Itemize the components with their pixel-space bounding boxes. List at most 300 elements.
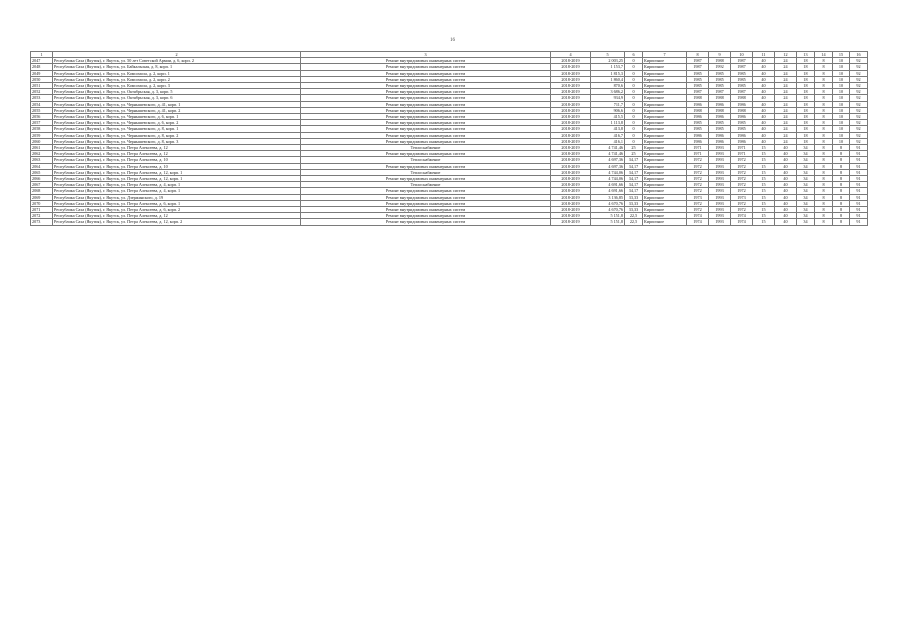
cell-col-15: 10 <box>833 64 850 70</box>
cell-wear-percent: 33,33 <box>625 207 643 213</box>
table-row <box>31 64 868 70</box>
cell-wear-percent: 0 <box>625 126 643 132</box>
cell-col-12: 40 <box>775 188 797 194</box>
cell-work-type: Ремонт внутридомовых инженерных систем <box>301 101 551 107</box>
table-row <box>31 207 868 213</box>
cell-year-repair: 1985 <box>709 70 731 76</box>
cell-row-number: 2048 <box>31 64 53 70</box>
cell-row-number: 2063 <box>31 157 53 163</box>
cell-col-14: 8 <box>815 157 833 163</box>
table-row <box>31 89 868 95</box>
cell-year-built: 1986 <box>687 138 709 144</box>
cell-period: 2018-2019 <box>551 70 591 76</box>
cell-work-type: Ремонт внутридомовых инженерных систем <box>301 207 551 213</box>
cell-wall-material: Кирпичное <box>643 163 687 169</box>
cell-year-repair: 1985 <box>709 126 731 132</box>
cell-year-commission: 1972 <box>731 188 753 194</box>
cell-col-14: 8 <box>815 70 833 76</box>
cell-year-commission: 1987 <box>731 89 753 95</box>
cell-wall-material: Кирпичное <box>643 188 687 194</box>
cell-wear-percent: 0 <box>625 101 643 107</box>
cell-period: 2018-2019 <box>551 114 591 120</box>
table-row <box>31 126 868 132</box>
cell-year-built: 1986 <box>687 101 709 107</box>
cell-col-16: 91 <box>850 200 868 206</box>
cell-col-11: 15 <box>753 157 775 163</box>
cell-col-15: 8 <box>833 182 850 188</box>
cell-address: Республика Саха (Якутия), г. Якутск, ул. Петра Алексеева, д. 12 <box>53 151 301 157</box>
cell-period: 2018-2019 <box>551 138 591 144</box>
cell-work-type: Ремонт внутридомовых инженерных систем <box>301 126 551 132</box>
cell-year-built: 1986 <box>687 114 709 120</box>
cell-period: 2018-2019 <box>551 58 591 64</box>
cell-wear-percent: 0 <box>625 58 643 64</box>
cell-year-commission: 1971 <box>731 145 753 151</box>
cell-col-12: 24 <box>775 120 797 126</box>
cell-col-13: 34 <box>797 200 815 206</box>
cell-col-12: 40 <box>775 157 797 163</box>
cell-col-16: 92 <box>850 70 868 76</box>
cell-work-type: Ремонт внутридомовых инженерных систем <box>301 76 551 82</box>
cell-col-14: 8 <box>815 182 833 188</box>
cell-wall-material: Кирпичное <box>643 95 687 101</box>
cell-period: 2018-2019 <box>551 101 591 107</box>
cell-col-11: 40 <box>753 95 775 101</box>
cell-col-11: 40 <box>753 64 775 70</box>
cell-year-repair: 1986 <box>709 101 731 107</box>
cell-col-15: 8 <box>833 145 850 151</box>
cell-col-14: 8 <box>815 120 833 126</box>
cell-col-15: 8 <box>833 213 850 219</box>
cell-area: 1 113,8 <box>591 120 625 126</box>
cell-area: 1 860,4 <box>591 76 625 82</box>
cell-wear-percent: 0 <box>625 107 643 113</box>
cell-area: 4 691,66 <box>591 188 625 194</box>
cell-row-number: 2061 <box>31 145 53 151</box>
cell-year-built: 1971 <box>687 151 709 157</box>
cell-col-16: 92 <box>850 132 868 138</box>
cell-work-type: Ремонт внутридомовых инженерных систем <box>301 120 551 126</box>
cell-col-14: 8 <box>815 114 833 120</box>
cell-row-number: 2055 <box>31 107 53 113</box>
cell-wear-percent: 0 <box>625 89 643 95</box>
cell-col-12: 40 <box>775 163 797 169</box>
cell-wear-percent: 25 <box>625 151 643 157</box>
cell-address: Республика Саха (Якутия), г. Якутск, ул. Комсомола, д. 2, корп. 1 <box>53 70 301 76</box>
column-header: 7 <box>643 52 687 58</box>
cell-wall-material: Кирпичное <box>643 89 687 95</box>
cell-col-16: 91 <box>850 151 868 157</box>
cell-col-15: 10 <box>833 120 850 126</box>
cell-col-11: 15 <box>753 182 775 188</box>
cell-col-16: 92 <box>850 114 868 120</box>
cell-col-13: 34 <box>797 182 815 188</box>
cell-year-built: 1987 <box>687 89 709 95</box>
cell-year-commission: 1986 <box>731 114 753 120</box>
cell-wall-material: Кирпичное <box>643 151 687 157</box>
cell-year-repair: 1993 <box>709 169 731 175</box>
cell-col-12: 24 <box>775 101 797 107</box>
cell-col-16: 91 <box>850 188 868 194</box>
cell-col-12: 24 <box>775 70 797 76</box>
cell-wear-percent: 25 <box>625 145 643 151</box>
cell-col-13: 18 <box>797 132 815 138</box>
cell-row-number: 2052 <box>31 89 53 95</box>
cell-col-11: 15 <box>753 163 775 169</box>
column-header: 4 <box>551 52 591 58</box>
cell-area: 5 151,8 <box>591 219 625 225</box>
cell-period: 2018-2019 <box>551 89 591 95</box>
cell-address: Республика Саха (Якутия), г. Якутск, ул. Чернышевского, д. 41, корп. 2 <box>53 107 301 113</box>
column-header: 2 <box>53 52 301 58</box>
cell-work-type: Ремонт внутридомовых инженерных систем <box>301 200 551 206</box>
cell-col-13: 18 <box>797 70 815 76</box>
cell-wear-percent: 0 <box>625 114 643 120</box>
cell-col-12: 24 <box>775 126 797 132</box>
cell-work-type: Ремонт внутридомовых инженерных систем <box>301 194 551 200</box>
cell-col-14: 8 <box>815 151 833 157</box>
cell-address: Республика Саха (Якутия), г. Якутск, ул. Петра Алексеева, д. 12, корп. 1 <box>53 176 301 182</box>
cell-work-type: Ремонт внутридомовых инженерных систем <box>301 151 551 157</box>
cell-period: 2018-2019 <box>551 145 591 151</box>
cell-year-repair: 1986 <box>709 114 731 120</box>
cell-col-13: 18 <box>797 138 815 144</box>
cell-col-12: 40 <box>775 207 797 213</box>
column-header: 16 <box>850 52 868 58</box>
cell-address: Республика Саха (Якутия), г. Якутск, ул. 50 лет Советской Армии, д. 6, корп. 2 <box>53 58 301 64</box>
cell-year-commission: 1988 <box>731 107 753 113</box>
cell-area: 2 003,25 <box>591 58 625 64</box>
cell-row-number: 2073 <box>31 219 53 225</box>
cell-col-12: 24 <box>775 89 797 95</box>
cell-period: 2018-2019 <box>551 157 591 163</box>
cell-area: 4 744,06 <box>591 169 625 175</box>
cell-col-11: 15 <box>753 188 775 194</box>
cell-year-built: 1988 <box>687 107 709 113</box>
cell-col-11: 40 <box>753 126 775 132</box>
cell-address: Республика Саха (Якутия), г. Якутск, ул. Чернышевского, д. 8, корп. 1 <box>53 126 301 132</box>
cell-year-commission: 1985 <box>731 126 753 132</box>
cell-year-built: 1985 <box>687 76 709 82</box>
column-header: 12 <box>775 52 797 58</box>
cell-year-built: 1985 <box>687 70 709 76</box>
table-row <box>31 200 868 206</box>
cell-col-11: 15 <box>753 176 775 182</box>
cell-col-11: 15 <box>753 145 775 151</box>
cell-col-12: 24 <box>775 76 797 82</box>
cell-col-14: 8 <box>815 107 833 113</box>
cell-area: 415,5 <box>591 114 625 120</box>
cell-col-13: 18 <box>797 64 815 70</box>
cell-col-15: 10 <box>833 58 850 64</box>
cell-row-number: 2049 <box>31 70 53 76</box>
cell-col-16: 92 <box>850 107 868 113</box>
cell-area: 4 741,46 <box>591 145 625 151</box>
cell-row-number: 2058 <box>31 126 53 132</box>
cell-col-14: 8 <box>815 64 833 70</box>
cell-col-11: 40 <box>753 107 775 113</box>
cell-address: Республика Саха (Якутия), г. Якутск, ул. Петра Алексеева, д. 12 <box>53 145 301 151</box>
cell-col-11: 40 <box>753 114 775 120</box>
cell-address: Республика Саха (Якутия), г. Якутск, ул. Комсомола, д. 2, корп. 2 <box>53 76 301 82</box>
cell-work-type: Ремонт внутридомовых инженерных систем <box>301 114 551 120</box>
table-row <box>31 83 868 89</box>
cell-year-built: 1988 <box>687 95 709 101</box>
column-header: 15 <box>833 52 850 58</box>
cell-wall-material: Кирпичное <box>643 157 687 163</box>
table-row <box>31 151 868 157</box>
cell-col-13: 34 <box>797 145 815 151</box>
cell-area: 413,8 <box>591 126 625 132</box>
cell-row-number: 2065 <box>31 169 53 175</box>
cell-address: Республика Саха (Якутия), г. Якутск, ул. Чернышевского, д. 6, корп. 1 <box>53 114 301 120</box>
cell-period: 2018-2019 <box>551 163 591 169</box>
cell-wear-percent: 34,17 <box>625 182 643 188</box>
cell-period: 2018-2019 <box>551 64 591 70</box>
cell-col-13: 34 <box>797 176 815 182</box>
table-row <box>31 188 868 194</box>
cell-wall-material: Кирпичное <box>643 83 687 89</box>
cell-col-13: 18 <box>797 120 815 126</box>
cell-period: 2018-2019 <box>551 120 591 126</box>
cell-address: Республика Саха (Якутия), г. Якутск, ул. Петра Алексеева, д. 10 <box>53 157 301 163</box>
cell-year-built: 1985 <box>687 83 709 89</box>
cell-address: Республика Саха (Якутия), г. Якутск, ул. Петра Алексеева, д. 6, корп. 1 <box>53 200 301 206</box>
cell-address: Республика Саха (Якутия), г. Якутск, ул. Октябрьская, д. 3, корп. 5 <box>53 89 301 95</box>
cell-work-type: Ремонт внутридомовых инженерных систем <box>301 132 551 138</box>
cell-row-number: 2070 <box>31 200 53 206</box>
cell-col-15: 8 <box>833 151 850 157</box>
cell-year-repair: 1985 <box>709 83 731 89</box>
cell-address: Республика Саха (Якутия), г. Якутск, ул. Петра Алексеева, д. 12 <box>53 213 301 219</box>
cell-wall-material: Кирпичное <box>643 76 687 82</box>
cell-col-13: 34 <box>797 213 815 219</box>
cell-wear-percent: 34,17 <box>625 157 643 163</box>
cell-area: 711,7 <box>591 101 625 107</box>
cell-period: 2018-2019 <box>551 169 591 175</box>
table-row <box>31 213 868 219</box>
cell-year-repair: 1993 <box>709 157 731 163</box>
cell-row-number: 2047 <box>31 58 53 64</box>
cell-area: 5 151,8 <box>591 213 625 219</box>
cell-year-commission: 1972 <box>731 163 753 169</box>
cell-year-repair: 1988 <box>709 58 731 64</box>
cell-area: 4 670,76 <box>591 207 625 213</box>
cell-col-16: 91 <box>850 194 868 200</box>
cell-col-14: 8 <box>815 219 833 225</box>
cell-col-12: 24 <box>775 95 797 101</box>
cell-wall-material: Кирпичное <box>643 182 687 188</box>
cell-wear-percent: 34,17 <box>625 169 643 175</box>
cell-col-13: 34 <box>797 219 815 225</box>
cell-area: 3 136,85 <box>591 194 625 200</box>
page-number: 16 <box>450 38 455 43</box>
column-header: 1 <box>31 52 53 58</box>
cell-year-repair: 1993 <box>709 213 731 219</box>
cell-year-commission: 1985 <box>731 76 753 82</box>
cell-row-number: 2050 <box>31 76 53 82</box>
cell-col-12: 40 <box>775 200 797 206</box>
cell-col-11: 15 <box>753 219 775 225</box>
cell-year-repair: 1993 <box>709 145 731 151</box>
cell-period: 2018-2019 <box>551 76 591 82</box>
cell-col-14: 8 <box>815 188 833 194</box>
cell-year-built: 1985 <box>687 126 709 132</box>
cell-row-number: 2071 <box>31 207 53 213</box>
cell-col-13: 34 <box>797 163 815 169</box>
cell-work-type: Ремонт внутридомовых инженерных систем <box>301 95 551 101</box>
cell-area: 4 670,76 <box>591 200 625 206</box>
cell-year-repair: 1986 <box>709 132 731 138</box>
cell-year-repair: 1992 <box>709 64 731 70</box>
table-row <box>31 95 868 101</box>
cell-year-built: 1974 <box>687 219 709 225</box>
cell-area: 416,1 <box>591 138 625 144</box>
cell-col-16: 92 <box>850 83 868 89</box>
cell-col-14: 8 <box>815 101 833 107</box>
cell-year-repair: 1988 <box>709 107 731 113</box>
cell-wear-percent: 34,17 <box>625 188 643 194</box>
cell-col-11: 40 <box>753 58 775 64</box>
cell-row-number: 2072 <box>31 213 53 219</box>
cell-wear-percent: 33,33 <box>625 194 643 200</box>
column-header: 6 <box>625 52 643 58</box>
cell-area: 870,6 <box>591 83 625 89</box>
cell-year-commission: 1986 <box>731 132 753 138</box>
column-header: 10 <box>731 52 753 58</box>
cell-period: 2018-2019 <box>551 194 591 200</box>
cell-work-type: Ремонт внутридомовых инженерных систем <box>301 176 551 182</box>
cell-year-built: 1972 <box>687 169 709 175</box>
cell-col-11: 40 <box>753 101 775 107</box>
cell-wall-material: Кирпичное <box>643 176 687 182</box>
cell-work-type: Ремонт внутридомовых инженерных систем <box>301 163 551 169</box>
cell-row-number: 2062 <box>31 151 53 157</box>
cell-col-16: 91 <box>850 219 868 225</box>
cell-area: 1 153,7 <box>591 64 625 70</box>
cell-col-11: 40 <box>753 89 775 95</box>
cell-address: Республика Саха (Якутия), г. Якутск, ул. Петра Алексеева, д. 4, корп. 1 <box>53 188 301 194</box>
cell-row-number: 2056 <box>31 114 53 120</box>
cell-year-repair: 1993 <box>709 163 731 169</box>
cell-col-15: 10 <box>833 107 850 113</box>
cell-wear-percent: 0 <box>625 132 643 138</box>
cell-wear-percent: 0 <box>625 70 643 76</box>
cell-col-16: 91 <box>850 213 868 219</box>
cell-year-repair: 1993 <box>709 194 731 200</box>
cell-period: 2018-2019 <box>551 151 591 157</box>
cell-col-15: 10 <box>833 70 850 76</box>
cell-col-12: 24 <box>775 107 797 113</box>
column-header: 14 <box>815 52 833 58</box>
cell-year-commission: 1986 <box>731 101 753 107</box>
cell-address: Республика Саха (Якутия), г. Якутск, ул. Чернышевского, д. 8, корп. 3 <box>53 138 301 144</box>
cell-address: Республика Саха (Якутия), г. Якутск, ул. Петра Алексеева, д. 12, корп. 2 <box>53 219 301 225</box>
cell-year-commission: 1974 <box>731 219 753 225</box>
cell-wear-percent: 34,17 <box>625 176 643 182</box>
cell-col-14: 8 <box>815 145 833 151</box>
cell-col-16: 92 <box>850 89 868 95</box>
cell-col-15: 10 <box>833 101 850 107</box>
cell-work-type: Ремонт внутридомовых инженерных систем <box>301 64 551 70</box>
cell-work-type: Ремонт внутридомовых инженерных систем <box>301 219 551 225</box>
cell-year-commission: 1985 <box>731 120 753 126</box>
cell-year-repair: 1993 <box>709 200 731 206</box>
cell-col-12: 24 <box>775 114 797 120</box>
cell-work-type: Теплоснабжение <box>301 145 551 151</box>
cell-wear-percent: 33,33 <box>625 200 643 206</box>
cell-wall-material: Кирпичное <box>643 58 687 64</box>
cell-work-type: Ремонт внутридомовых инженерных систем <box>301 58 551 64</box>
cell-year-commission: 1971 <box>731 151 753 157</box>
cell-period: 2018-2019 <box>551 95 591 101</box>
cell-year-built: 1985 <box>687 120 709 126</box>
cell-address: Республика Саха (Якутия), г. Якутск, ул. Петра Алексеева, д. 10 <box>53 163 301 169</box>
cell-year-built: 1974 <box>687 213 709 219</box>
cell-col-12: 40 <box>775 182 797 188</box>
cell-col-16: 91 <box>850 207 868 213</box>
cell-wall-material: Кирпичное <box>643 169 687 175</box>
cell-period: 2018-2019 <box>551 182 591 188</box>
cell-year-commission: 1986 <box>731 138 753 144</box>
cell-year-commission: 1988 <box>731 95 753 101</box>
table-row <box>31 58 868 64</box>
cell-col-12: 40 <box>775 194 797 200</box>
cell-wear-percent: 22,5 <box>625 213 643 219</box>
cell-row-number: 2053 <box>31 95 53 101</box>
cell-row-number: 2060 <box>31 138 53 144</box>
cell-wall-material: Кирпичное <box>643 132 687 138</box>
cell-period: 2018-2019 <box>551 207 591 213</box>
cell-col-16: 91 <box>850 163 868 169</box>
cell-area: 4 697,36 <box>591 163 625 169</box>
cell-col-13: 34 <box>797 207 815 213</box>
cell-col-14: 8 <box>815 163 833 169</box>
register-table <box>30 51 868 226</box>
cell-period: 2018-2019 <box>551 132 591 138</box>
cell-col-15: 8 <box>833 176 850 182</box>
cell-year-built: 1972 <box>687 207 709 213</box>
cell-row-number: 2054 <box>31 101 53 107</box>
cell-year-built: 1973 <box>687 194 709 200</box>
cell-period: 2018-2019 <box>551 188 591 194</box>
cell-col-14: 8 <box>815 126 833 132</box>
cell-wear-percent: 0 <box>625 120 643 126</box>
cell-row-number: 2051 <box>31 83 53 89</box>
column-header: 3 <box>301 52 551 58</box>
cell-work-type: Ремонт внутридомовых инженерных систем <box>301 83 551 89</box>
register-table-sheet <box>30 51 867 226</box>
cell-year-commission: 1972 <box>731 176 753 182</box>
cell-year-built: 1972 <box>687 200 709 206</box>
cell-col-13: 34 <box>797 169 815 175</box>
cell-col-15: 10 <box>833 76 850 82</box>
cell-year-built: 1972 <box>687 163 709 169</box>
column-header: 13 <box>797 52 815 58</box>
table-row <box>31 219 868 225</box>
cell-wall-material: Кирпичное <box>643 126 687 132</box>
cell-col-16: 92 <box>850 95 868 101</box>
cell-col-13: 18 <box>797 126 815 132</box>
cell-col-16: 92 <box>850 58 868 64</box>
column-header: 5 <box>591 52 625 58</box>
cell-period: 2018-2019 <box>551 176 591 182</box>
cell-col-12: 40 <box>775 213 797 219</box>
cell-address: Республика Саха (Якутия), г. Якутск, ул. Чернышевского, д. 8, корп. 2 <box>53 132 301 138</box>
cell-period: 2018-2019 <box>551 83 591 89</box>
cell-area: 416,7 <box>591 132 625 138</box>
cell-wall-material: Кирпичное <box>643 194 687 200</box>
